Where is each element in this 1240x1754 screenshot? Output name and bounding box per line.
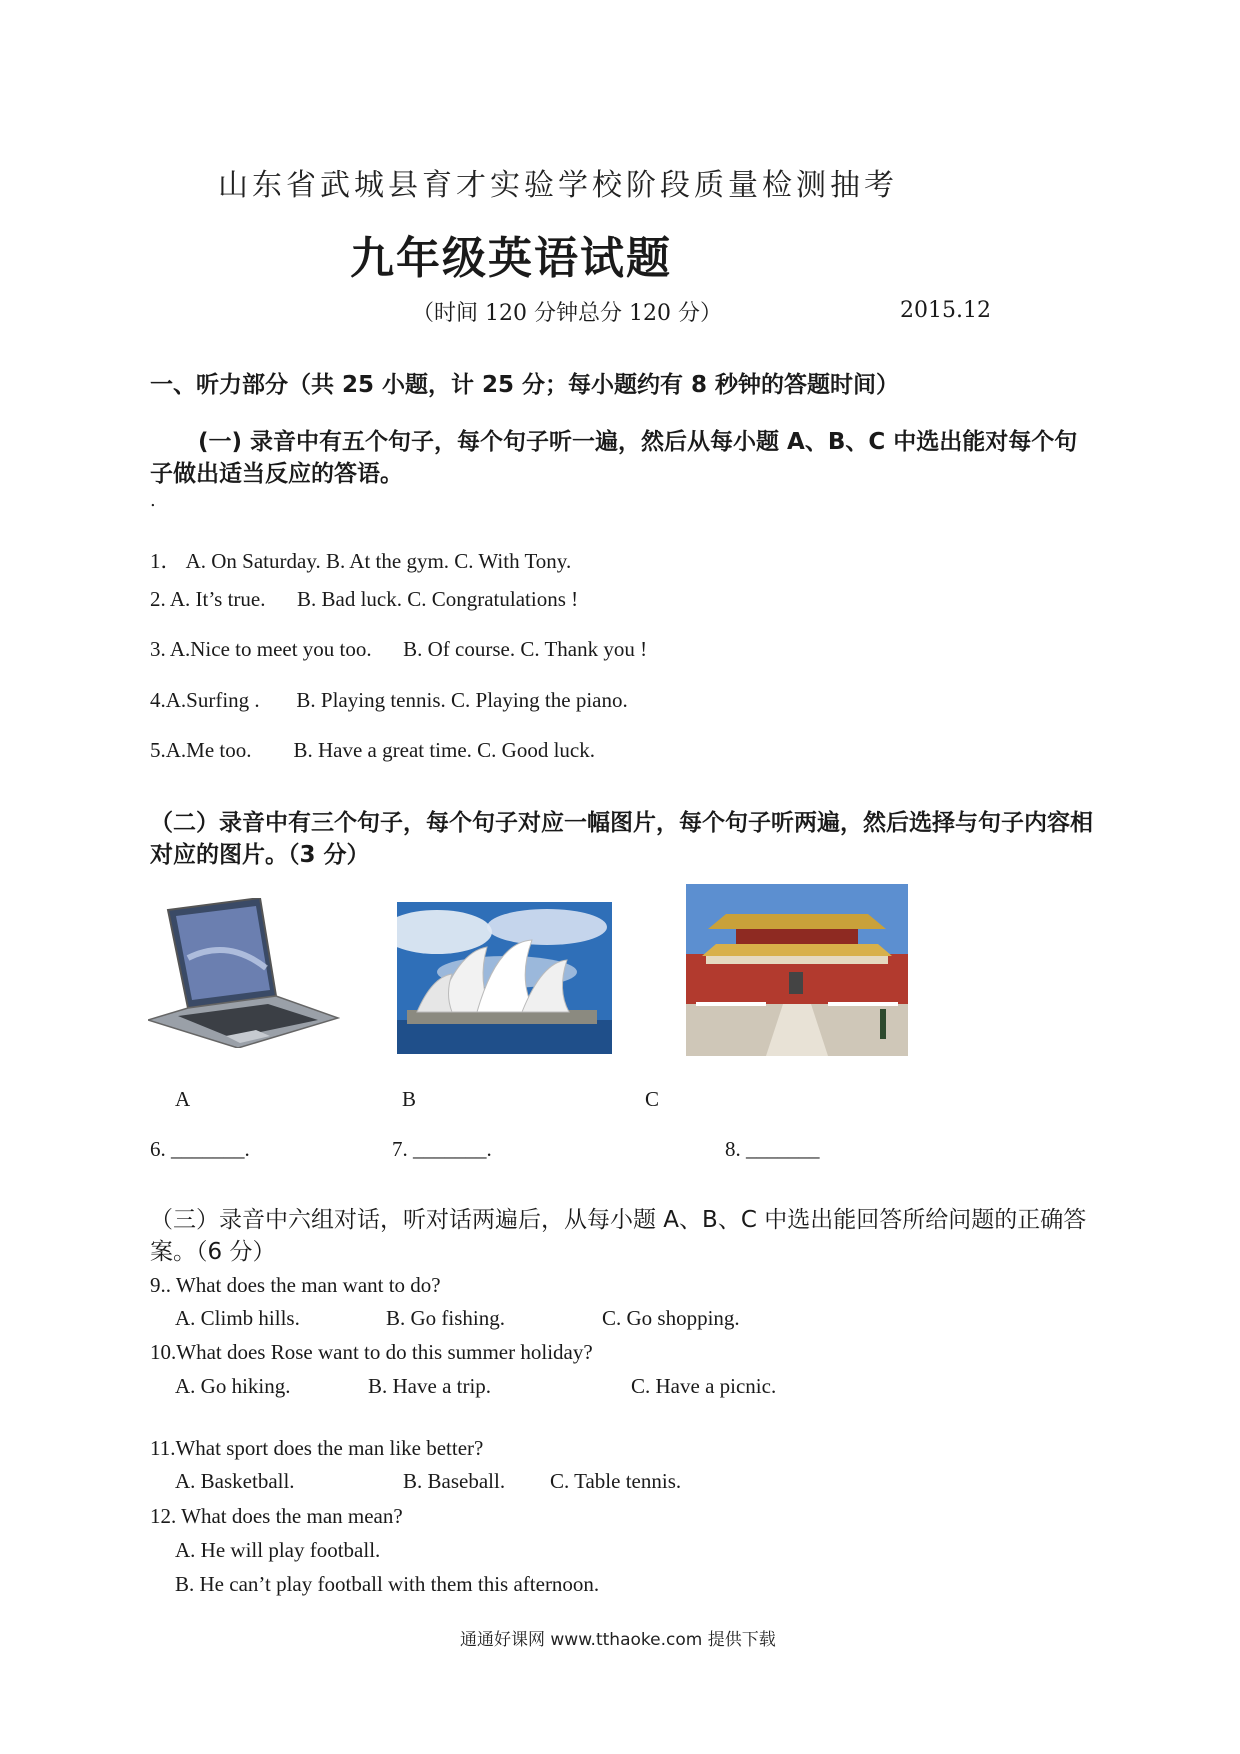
school-name: 山东省武城县育才实验学校阶段质量检测抽考 <box>218 168 898 203</box>
answer-blank-7: 7. _______. <box>392 1137 492 1161</box>
question-12: 12. What does the man mean? <box>150 1504 403 1528</box>
q9-option-a: A. Climb hills. <box>175 1306 300 1330</box>
exam-title: 九年级英语试题 <box>350 233 672 284</box>
q10-option-b: B. Have a trip. <box>368 1374 492 1398</box>
question-3: 3. A.Nice to meet you too. B. Of course. C. Thank you ! <box>150 637 648 661</box>
q9-option-c: C. Go shopping. <box>602 1306 740 1330</box>
q12-option-a: A. He will play football. <box>175 1538 381 1562</box>
section-heading: 一、听力部分（共 25 小题，计 25 分；每小题约有 8 秒钟的答题时间） <box>150 372 900 398</box>
question-2: 2. A. It’s true. B. Bad luck. C. Congratulations ! <box>150 587 579 611</box>
part1-instruction: (一) 录音中有五个句子，每个句子听一遍，然后从每小题 A、B、C 中选出能对每个句子做出适当反应的答语。 <box>150 429 1078 487</box>
stray-dot: . <box>150 490 156 511</box>
tiananmen-gate-image <box>686 884 908 1056</box>
laptop-image <box>148 898 340 1048</box>
question-4: 4.A.Surfing . B. Playing tennis. C. Playing the piano. <box>150 688 628 712</box>
q11-option-b: B. Baseball. <box>403 1469 506 1493</box>
question-10: 10.What does Rose want to do this summer holiday? <box>150 1340 593 1364</box>
picture-label-c: C <box>645 1087 660 1111</box>
question-9: 9.. What does the man want to do? <box>150 1273 441 1297</box>
q9-option-b: B. Go fishing. <box>386 1306 506 1330</box>
q11-option-a: A. Basketball. <box>175 1469 295 1493</box>
q12-option-b: B. He can’t play football with them this afternoon. <box>175 1572 600 1596</box>
answer-blank-6: 6. _______. <box>150 1137 250 1161</box>
question-1: 1． A. On Saturday. B. At the gym. C. With Tony. <box>150 549 572 573</box>
exam-date: 2015.12 <box>900 298 991 323</box>
q10-option-c: C. Have a picnic. <box>631 1374 777 1398</box>
part3-instruction: （三）录音中六组对话，听对话两遍后，从每小题 A、B、C 中选出能回答所给问题的正确答案。（6 分） <box>150 1207 1087 1265</box>
sydney-opera-house-image <box>397 902 612 1054</box>
question-11: 11.What sport does the man like better? <box>150 1436 484 1460</box>
footer-source: 通通好课网 www.tthaoke.com 提供下载 <box>460 1630 776 1650</box>
question-5: 5.A.Me too. B. Have a great time. C. Good luck. <box>150 738 595 762</box>
picture-label-a: A <box>175 1087 191 1111</box>
picture-label-b: B <box>402 1087 417 1111</box>
answer-blank-8: 8. _______ <box>725 1137 820 1161</box>
part2-instruction: （二）录音中有三个句子，每个句子对应一幅图片，每个句子听两遍，然后选择与句子内容相对应的图片。（3 分） <box>150 810 1093 868</box>
q11-option-c: C. Table tennis. <box>550 1469 682 1493</box>
q10-option-a: A. Go hiking. <box>175 1374 291 1398</box>
time-info: （时间 120 分钟总分 120 分） <box>412 301 722 326</box>
